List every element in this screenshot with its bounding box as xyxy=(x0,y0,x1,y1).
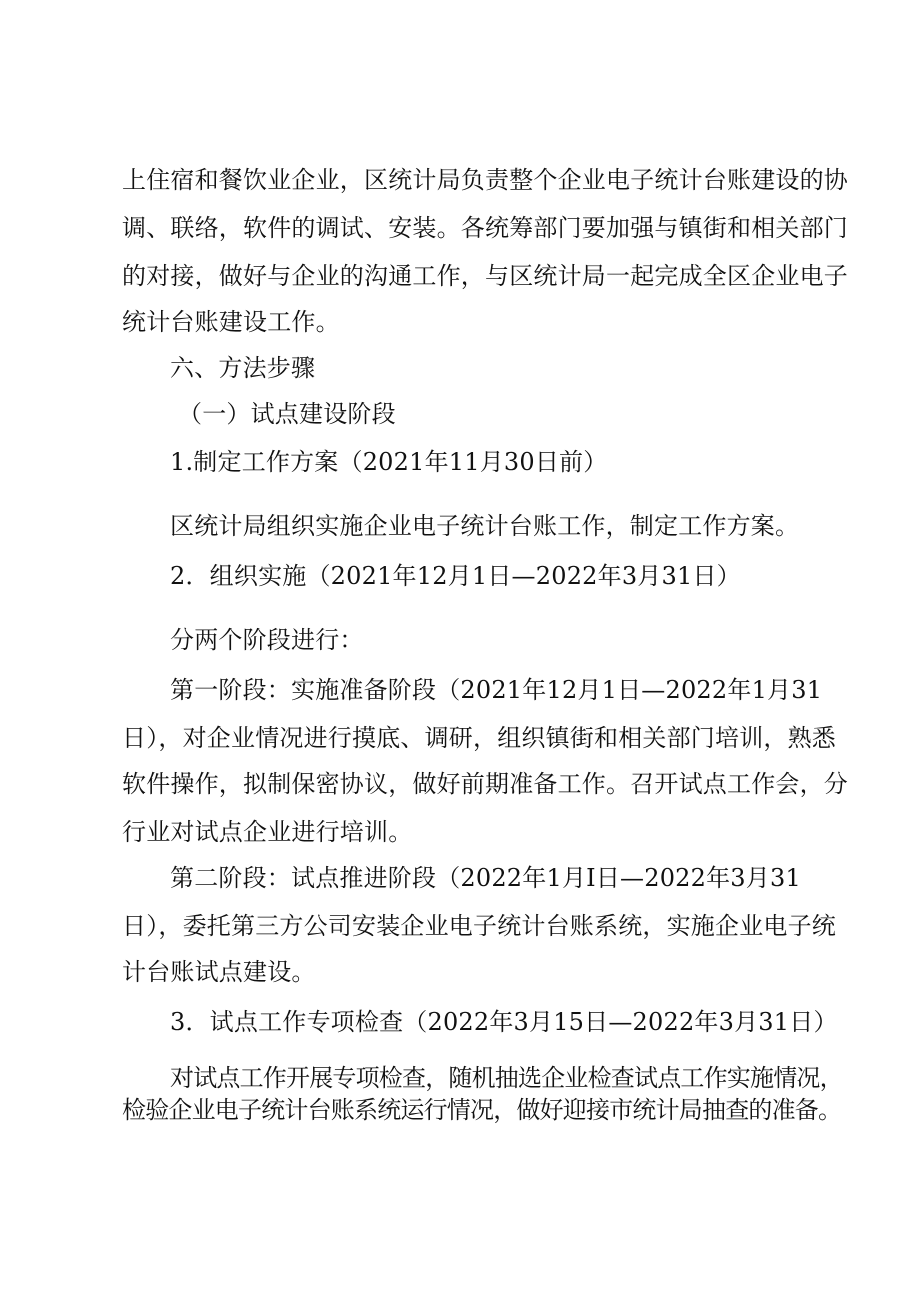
stage-1-line-1: 第一阶段：实施准备阶段（2021年12月1日—2022年1月31 xyxy=(170,676,823,704)
paragraph-1-line-3: 的对接，做好与企业的沟通工作，与区统计局一起完成全区企业电子 xyxy=(122,262,848,290)
item-3-body-line-2: 检验企业电子统计台账系统运行情况，做好迎接市统计局抽查的准备。 xyxy=(122,1096,842,1124)
stage-2-line-2: 日），委托第三方公司安装企业电子统计台账系统，实施企业电子统 xyxy=(122,912,836,940)
stage-2-line-3: 计台账试点建设。 xyxy=(122,958,316,986)
section-heading: 六、方法步骤 xyxy=(170,354,316,382)
subsection-heading: （一）试点建设阶段 xyxy=(178,400,396,428)
stage-1-line-4: 行业对试点企业进行培训。 xyxy=(122,818,413,846)
item-1-heading: 1.制定工作方案（2021年11月30日前） xyxy=(170,448,608,476)
item-2-heading: 2．组织实施（2021年12月1日—2022年3月31日） xyxy=(170,562,741,590)
stage-2-line-1: 第二阶段：试点推进阶段（2022年1月I日—2022年3月31 xyxy=(170,864,801,892)
stage-1-line-2: 日），对企业情况进行摸底、调研，组织镇街和相关部门培训，熟悉 xyxy=(122,724,836,752)
paragraph-1-line-4: 统计台账建设工作。 xyxy=(122,308,340,336)
paragraph-1-line-2: 调、联络，软件的调试、安装。各统筹部门要加强与镇街和相关部门 xyxy=(122,214,848,242)
paragraph-1-line-1: 上住宿和餐饮业企业，区统计局负责整个企业电子统计台账建设的协 xyxy=(122,166,848,194)
item-3-body-line-1: 对试点工作开展专项检查，随机抽选企业检查试点工作实施情况， xyxy=(170,1064,843,1092)
item-3-heading: 3．试点工作专项检查（2022年3月15日—2022年3月31日） xyxy=(170,1008,838,1036)
stage-1-line-3: 软件操作，拟制保密协议，做好前期准备工作。召开试点工作会，分 xyxy=(122,770,848,798)
item-1-body: 区统计局组织实施企业电子统计台账工作，制定工作方案。 xyxy=(170,512,800,540)
item-2-intro: 分两个阶段进行： xyxy=(170,626,364,654)
